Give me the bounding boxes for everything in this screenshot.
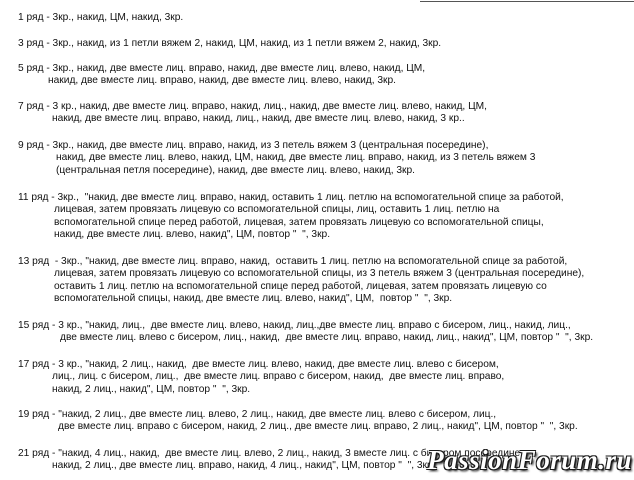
pattern-line: две вместе лиц. вправо с бисером, накид, 2 лиц., две вместе лиц. вправо, 2 лиц., накид", ЦМ, повтор " ", 3кр. bbox=[58, 421, 578, 433]
pattern-line: накид, 2 лиц., накид", ЦМ, повтор " ", 3кр. bbox=[52, 383, 251, 395]
pattern-line: оставить 1 лиц. петлю на вспомогательной спице перед работой, лицевая, затем провязать лицевую со bbox=[54, 280, 547, 292]
pattern-line: вспомогательной спице перед работой, лицевая, затем провязать лицевую со вспомогательной спицы, bbox=[54, 216, 544, 228]
pattern-line: 17 ряд - 3 кр., "накид, 2 лиц., накид, две вместе лиц. влево, накид, две вместе лиц. влево с бисером, bbox=[18, 359, 499, 370]
pattern-line: 1 ряд - 3кр., накид, ЦМ, накид, 3кр. bbox=[18, 12, 184, 23]
pattern-line: лиц., лиц. с бисером, лиц., две вместе лиц. вправо с бисером, накид, две вместе лиц. вправо, bbox=[52, 371, 505, 383]
watermark-logo: PassionForum.ru bbox=[427, 445, 632, 475]
pattern-line: 15 ряд - 3 кр., "накид, лиц., две вместе лиц. влево, накид, лиц.,две вместе лиц. вправо с бисером, лиц., накид, лиц., bbox=[18, 320, 571, 331]
pattern-line: 3 ряд - 3кр., накид, из 1 петли вяжем 2, накид, ЦМ, накид, из 1 петли вяжем 2, накид, 3кр. bbox=[18, 38, 442, 49]
pattern-line: накид, две вместе лиц. вправо, накид, две вместе лиц. влево, накид, 3кр. bbox=[48, 75, 397, 87]
pattern-line: накид, две вместе лиц. влево, накид", ЦМ, повтор " ", 3кр. bbox=[54, 229, 331, 241]
pattern-line: 13 ряд - 3кр., "накид, две вместе лиц. вправо, накид, оставить 1 лиц. петлю на вспомогательной спице за работой, bbox=[18, 256, 568, 267]
pattern-line: 21 ряд - "накид, 4 лиц., накид, две вместе лиц. влево, 2 лиц., накид, 3 вместе лиц. с бисером посередине, bbox=[18, 448, 524, 459]
pattern-line: 7 ряд - 3 кр., накид, две вместе лиц. вправо, накид, лиц., накид, две вместе лиц. влево, накид, ЦМ, bbox=[18, 101, 487, 112]
pattern-line: (центральная петля посередине), накид, две вместе лиц. влево, накид, 3кр. bbox=[56, 164, 415, 176]
pattern-line: две вместе лиц. влево с бисером, лиц., накид, две вместе лиц. вправо, накид, лиц., накид", ЦМ, повтор " ", 3кр. bbox=[60, 332, 594, 344]
pattern-line: 11 ряд - 3кр., "накид, две вместе лиц. вправо, накид, оставить 1 лиц. петлю на вспомогательной спице за работой, bbox=[18, 192, 564, 203]
pattern-line: лицевая, затем провязать лицевую со вспомогательной спицы, из 3 петель вяжем 3 (центральная посередине), bbox=[54, 268, 585, 280]
pattern-line: лицевая, затем провязать лицевую со вспомогательной спицы, лиц, оставить 1 лиц. петлю на bbox=[54, 204, 500, 216]
pattern-line: 19 ряд - "накид, 2 лиц., две вместе лиц. влево, 2 лиц., накид, две вместе лиц. влево с бисером, лиц., bbox=[18, 409, 497, 420]
pattern-line: 5 ряд - 3кр., накид, две вместе лиц. вправо, накид, две вместе лиц. влево, накид, ЦМ, bbox=[18, 63, 426, 74]
pattern-line: 9 ряд - 3кр., накид, две вместе лиц. вправо, накид, из 3 петель вяжем 3 (центральная посередине), bbox=[18, 140, 489, 151]
pattern-line: накид, две вместе лиц. влево, накид, ЦМ, накид, две вместе лиц. вправо, накид, из 3 петель вяжем 3 bbox=[56, 152, 536, 164]
pattern-line: вспомогательной спицы, накид, две вместе лиц. влево, накид", ЦМ, повтор " ", 3кр. bbox=[54, 293, 453, 305]
pattern-line: накид, две вместе лиц. вправо, накид, лиц., накид, две вместе лиц. влево, накид, 3 кр.. bbox=[52, 113, 465, 125]
pattern-line: накид, 2 лиц., две вместе лиц. вправо, накид, 4 лиц., накид", ЦМ, повтор " ", 3кр. bbox=[52, 460, 436, 472]
